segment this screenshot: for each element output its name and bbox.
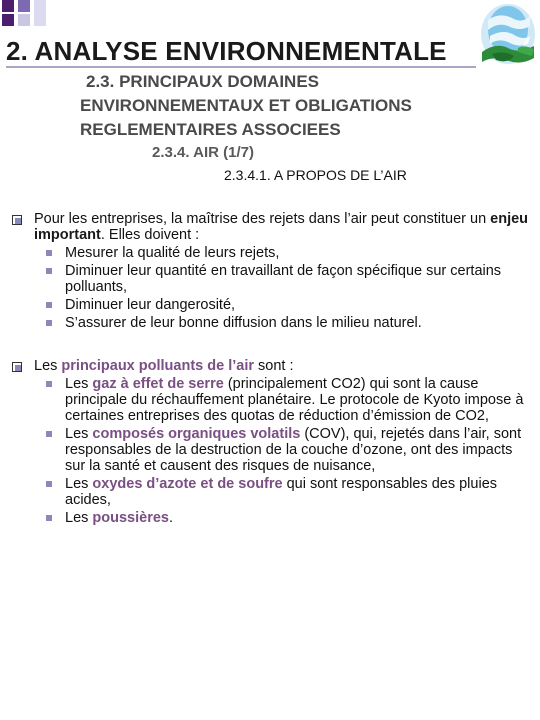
lead-text-end: . Elles doivent : (100, 227, 200, 243)
item-highlight: poussières (92, 510, 169, 526)
list-item (34, 297, 534, 313)
corner-square-dark-1 (2, 0, 14, 12)
subsection-heading: 2.3.4.1. A PROPOS DE L’AIR (224, 167, 407, 183)
page-title: 2. ANALYSE ENVIRONNEMENTALE (6, 36, 447, 66)
paragraph-enterprises (34, 211, 534, 333)
list-item (34, 510, 534, 526)
paragraph-lead (34, 358, 534, 374)
section-subtitle (80, 70, 530, 142)
item-highlight: oxydes d’azote et de soufre (92, 476, 283, 492)
square-bullet-icon (46, 250, 52, 256)
paragraph-pollutants (34, 358, 534, 528)
list-item-text: S’assurer de leur bonne diffusion dans le milieu naturel. (65, 315, 422, 331)
square-bullet-icon (46, 481, 52, 487)
item-highlight: composés organiques volatils (92, 426, 301, 442)
section-heading-air: 2.3.4. AIR (1/7) (152, 144, 254, 161)
square-bullet-icon (46, 320, 52, 326)
square-bullet-icon (46, 381, 52, 387)
checkbox-bullet-icon (12, 215, 22, 225)
item-prefix: Les (65, 426, 93, 442)
list-item-text: Mesurer la qualité de leurs rejets, (65, 245, 280, 261)
item-text: (principalement CO2) qui sont la cause principale du réchauffement planétaire. Le protocole de Kyoto impose à certaines entreprises des quotas de réduction d’émission de CO2, (65, 376, 524, 424)
pollutants-list (34, 376, 534, 526)
lead-emphasis: principaux polluants de l’air (61, 358, 254, 374)
list-item (34, 315, 534, 331)
globe-earth-icon (478, 0, 538, 72)
list-item-text: Diminuer leur quantité en travaillant de façon spécifique sur certains polluants, (65, 263, 502, 295)
subtitle-line-3: REGLEMENTAIRES ASSOCIEES (80, 120, 341, 139)
subtitle-line-2: ENVIRONNEMENTAUX ET OBLIGATIONS (80, 96, 412, 115)
list-item (34, 245, 534, 261)
item-text: qui sont responsables des pluies acides, (65, 476, 498, 508)
checkbox-bullet-icon (12, 362, 22, 372)
list-item (34, 476, 534, 508)
corner-square-mid (18, 0, 30, 12)
square-bullet-icon (46, 431, 52, 437)
list-item (34, 263, 534, 295)
lead-text: Pour les entreprises, la maîtrise des rejets dans l’air peut constituer un (34, 211, 491, 227)
list-item (34, 426, 534, 474)
item-prefix: Les (65, 510, 93, 526)
square-bullet-icon (46, 515, 52, 521)
lead-text: Les (34, 358, 62, 374)
paragraph-lead (34, 211, 534, 243)
item-text: . (169, 510, 174, 526)
item-highlight: gaz à effet de serre (92, 376, 224, 392)
list-item-text: Diminuer leur dangerosité, (65, 297, 236, 313)
subtitle-line-1: 2.3. PRINCIPAUX DOMAINES (86, 72, 320, 91)
corner-square-dark-2 (2, 14, 14, 26)
item-text: (COV), qui, rejetés dans l’air, sont responsables de la destruction de la couche d’ozone, ont des impacts sur la santé et causent des risques de nuisance, (65, 426, 522, 474)
corner-square-light-1 (18, 14, 30, 26)
item-prefix: Les (65, 376, 93, 392)
obligations-list (34, 245, 534, 331)
title-divider (6, 66, 476, 68)
square-bullet-icon (46, 268, 52, 274)
item-prefix: Les (65, 476, 93, 492)
lead-emphasis: enjeu important (34, 211, 529, 243)
list-item (34, 376, 534, 424)
square-bullet-icon (46, 302, 52, 308)
corner-square-light-2 (34, 0, 46, 26)
lead-text-end: sont : (254, 358, 294, 374)
